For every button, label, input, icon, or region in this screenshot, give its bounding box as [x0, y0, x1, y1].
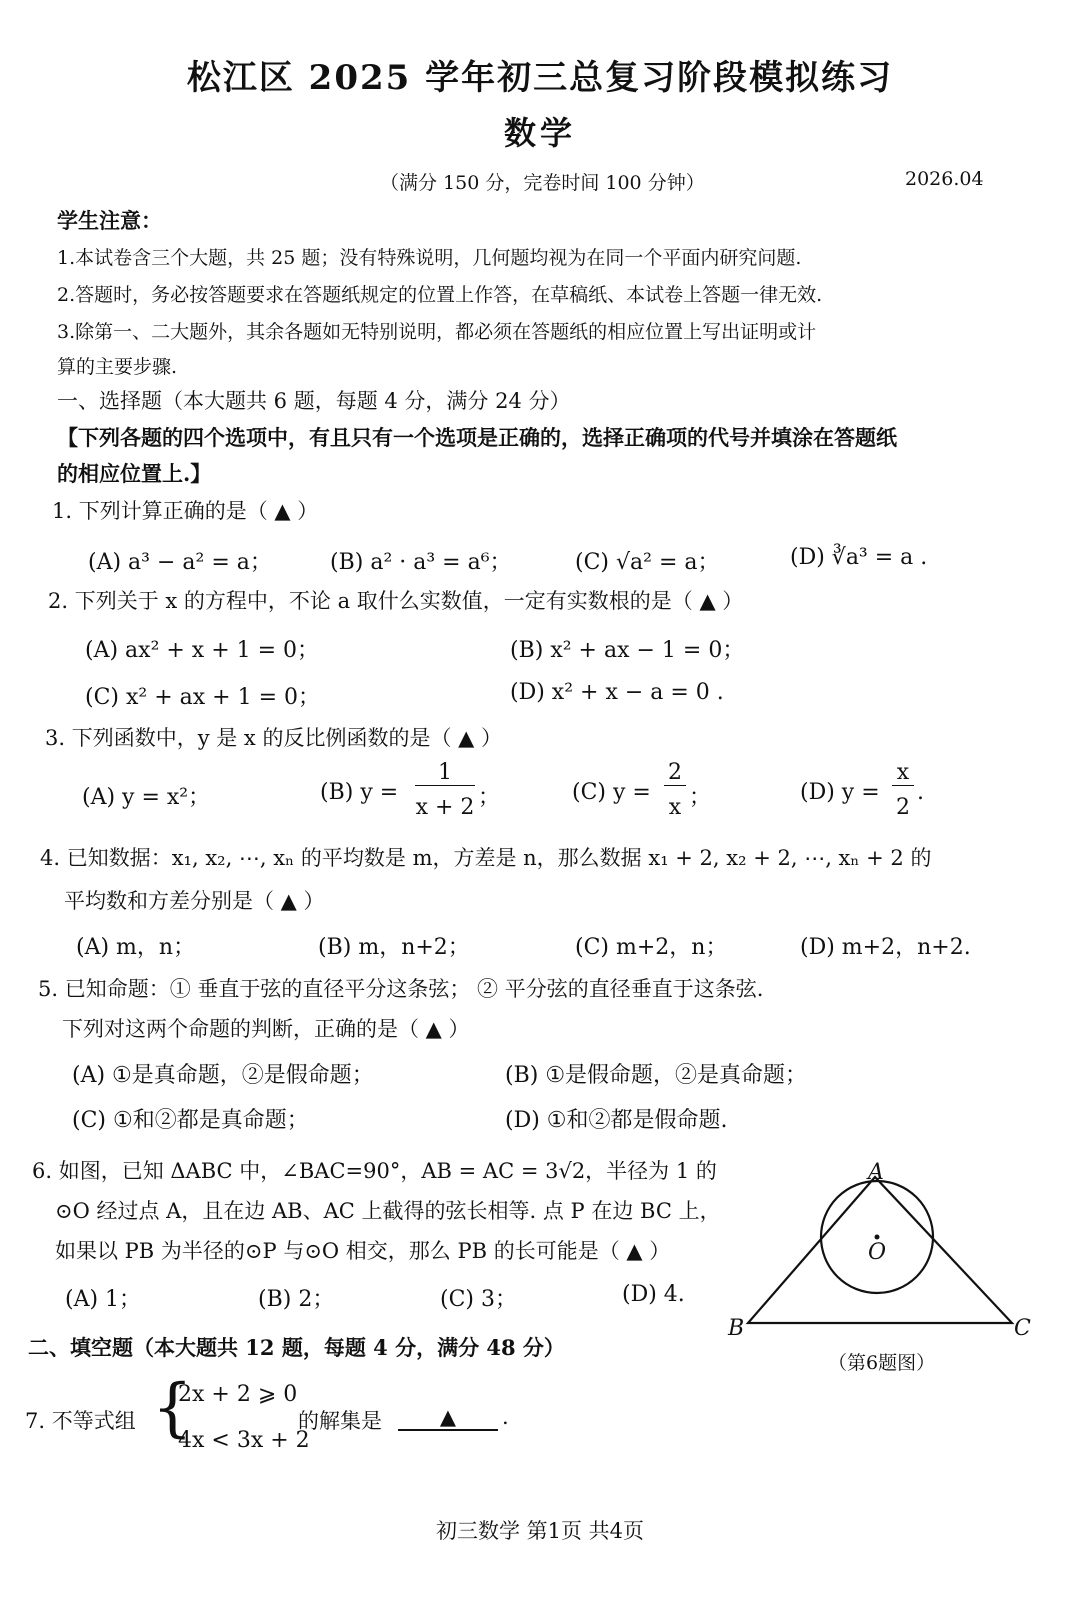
section2-heading: 二、填空题（本大题共 12 题，每题 4 分，满分 48 分）	[28, 1335, 565, 1360]
q3-option-c-label: (C) y =	[572, 780, 651, 805]
figure-label-o: O	[868, 1240, 887, 1265]
q1-option-d: (D) ∛a³ = a .	[790, 545, 928, 570]
q4-option-a: (A) m，n；	[76, 935, 196, 960]
notice-heading: 学生注意：	[57, 208, 162, 233]
section1-instruction-1: 【下列各题的四个选项中，有且只有一个选项是正确的，选择正确项的代号并填涂在答题纸	[57, 425, 897, 450]
q5-stem-2: 下列对这两个命题的判断，正确的是（ ▲ ）	[62, 1017, 470, 1041]
figure-label-a: A	[868, 1160, 884, 1185]
q5-option-c: (C) ①和②都是真命题；	[72, 1108, 309, 1133]
q7-answer-blank: ▲	[398, 1405, 498, 1431]
q3-stem: 3. 下列函数中，y 是 x 的反比例函数的是（ ▲ ）	[45, 726, 502, 750]
q4-stem-2: 平均数和方差分别是（ ▲ ）	[64, 889, 325, 913]
q3-option-d-numerator: x	[892, 760, 914, 786]
q4-option-c: (C) m+2，n；	[575, 935, 728, 960]
page-footer: 初三数学 第1页 共4页	[435, 1519, 645, 1543]
q5-stem-1: 5. 已知命题：① 垂直于弦的直径平分这条弦； ② 平分弦的直径垂直于这条弦.	[38, 977, 764, 1001]
q3-option-b-label: (B) y =	[320, 780, 399, 805]
q6-stem-2: ⊙O 经过点 A，且在边 AB、AC 上截得的弦长相等. 点 P 在边 BC 上，	[55, 1199, 721, 1223]
notice-line-3a: 3.除第一、二大题外，其余各题如无特别说明，都必须在答题纸的相应位置上写出证明或计	[57, 321, 817, 343]
exam-meta: （满分 150 分，完卷时间 100 分钟）	[380, 172, 705, 194]
q2-option-a: (A) ax² + x + 1 = 0；	[85, 638, 320, 663]
section1-heading: 一、选择题（本大题共 6 题，每题 4 分，满分 24 分）	[57, 389, 571, 413]
q7-inequality-2: 4x < 3x + 2	[178, 1428, 310, 1453]
q1-option-a: (A) a³ − a² = a；	[88, 550, 272, 575]
q4-option-d: (D) m+2，n+2.	[800, 935, 971, 960]
q2-option-d: (D) x² + x − a = 0 .	[510, 680, 724, 705]
center-point-o	[875, 1235, 880, 1240]
q3-option-d-denominator: 2	[896, 795, 910, 820]
q6-option-d: (D) 4.	[622, 1282, 685, 1307]
exam-date: 2026.04	[905, 168, 984, 190]
q3-option-a: (A) y = x²；	[82, 785, 211, 810]
notice-line-1: 1.本试卷含三个大题，共 25 题；没有特殊说明，几何题均视为在同一个平面内研究问题.	[57, 247, 802, 269]
q2-stem: 2. 下列关于 x 的方程中，不论 a 取什么实数值，一定有实数根的是（ ▲ ）	[48, 589, 744, 613]
q1-option-c: (C) √a² = a；	[575, 550, 720, 575]
figure-label-c: C	[1014, 1316, 1031, 1341]
q6-stem-3: 如果以 PB 为半径的⊙P 与⊙O 相交，那么 PB 的长可能是（ ▲ ）	[55, 1239, 671, 1263]
q6-stem-1: 6. 如图，已知 ΔABC 中，∠BAC=90°，AB = AC = 3√2，半径为 1 的	[32, 1159, 717, 1183]
q7-end: .	[502, 1405, 509, 1429]
q6-option-b: (B) 2；	[258, 1287, 335, 1312]
notice-line-2: 2.答题时，务必按答题要求在答题纸规定的位置上作答，在草稿纸、本试卷上答题一律无效.	[57, 284, 823, 306]
q7-tail: 的解集是	[298, 1409, 382, 1433]
q7-label: 7. 不等式组	[25, 1409, 136, 1433]
q7-inequality-1: 2x + 2 ⩾ 0	[178, 1382, 298, 1407]
section1-instruction-2: 的相应位置上.】	[57, 461, 212, 486]
q3-option-c-denominator: x	[668, 795, 682, 820]
q2-option-b: (B) x² + ax − 1 = 0；	[510, 638, 745, 663]
q3-option-b-numerator: 1	[415, 760, 475, 786]
figure-label-b: B	[728, 1316, 745, 1341]
q3-option-b-denominator: x + 2	[415, 795, 475, 820]
q1-option-b: (B) a² · a³ = a⁶；	[330, 550, 512, 575]
page-title: 松江区 2025 学年初三总复习阶段模拟练习	[186, 58, 894, 98]
subject-title: 数学	[503, 114, 576, 152]
q3-option-c-end: ；	[689, 785, 712, 810]
q5-option-d: (D) ①和②都是假命题.	[505, 1108, 728, 1133]
q5-option-a: (A) ①是真命题，②是假命题；	[72, 1063, 374, 1088]
q1-stem: 1. 下列计算正确的是（ ▲ ）	[52, 499, 319, 523]
q6-option-c: (C) 3；	[440, 1287, 517, 1312]
q4-option-b: (B) m，n+2；	[318, 935, 470, 960]
q3-option-d-label: (D) y =	[800, 780, 880, 805]
q3-option-d-end: .	[917, 780, 924, 805]
q3-option-c-numerator: 2	[664, 760, 686, 786]
q4-stem-1: 4. 已知数据：x₁, x₂, ⋯, xₙ 的平均数是 m，方差是 n，那么数据 x₁ + 2, x₂ + 2, ⋯, xₙ + 2 的	[40, 846, 932, 870]
notice-line-3b: 算的主要步骤.	[57, 356, 178, 378]
q2-option-c: (C) x² + ax + 1 = 0；	[85, 685, 320, 710]
system-brace: {	[152, 1371, 193, 1445]
figure-caption: （第6题图）	[828, 1352, 936, 1374]
q5-option-b: (B) ①是假命题，②是真命题；	[505, 1063, 808, 1088]
q3-option-b-end: ；	[478, 785, 501, 810]
q6-option-a: (A) 1；	[65, 1287, 142, 1312]
